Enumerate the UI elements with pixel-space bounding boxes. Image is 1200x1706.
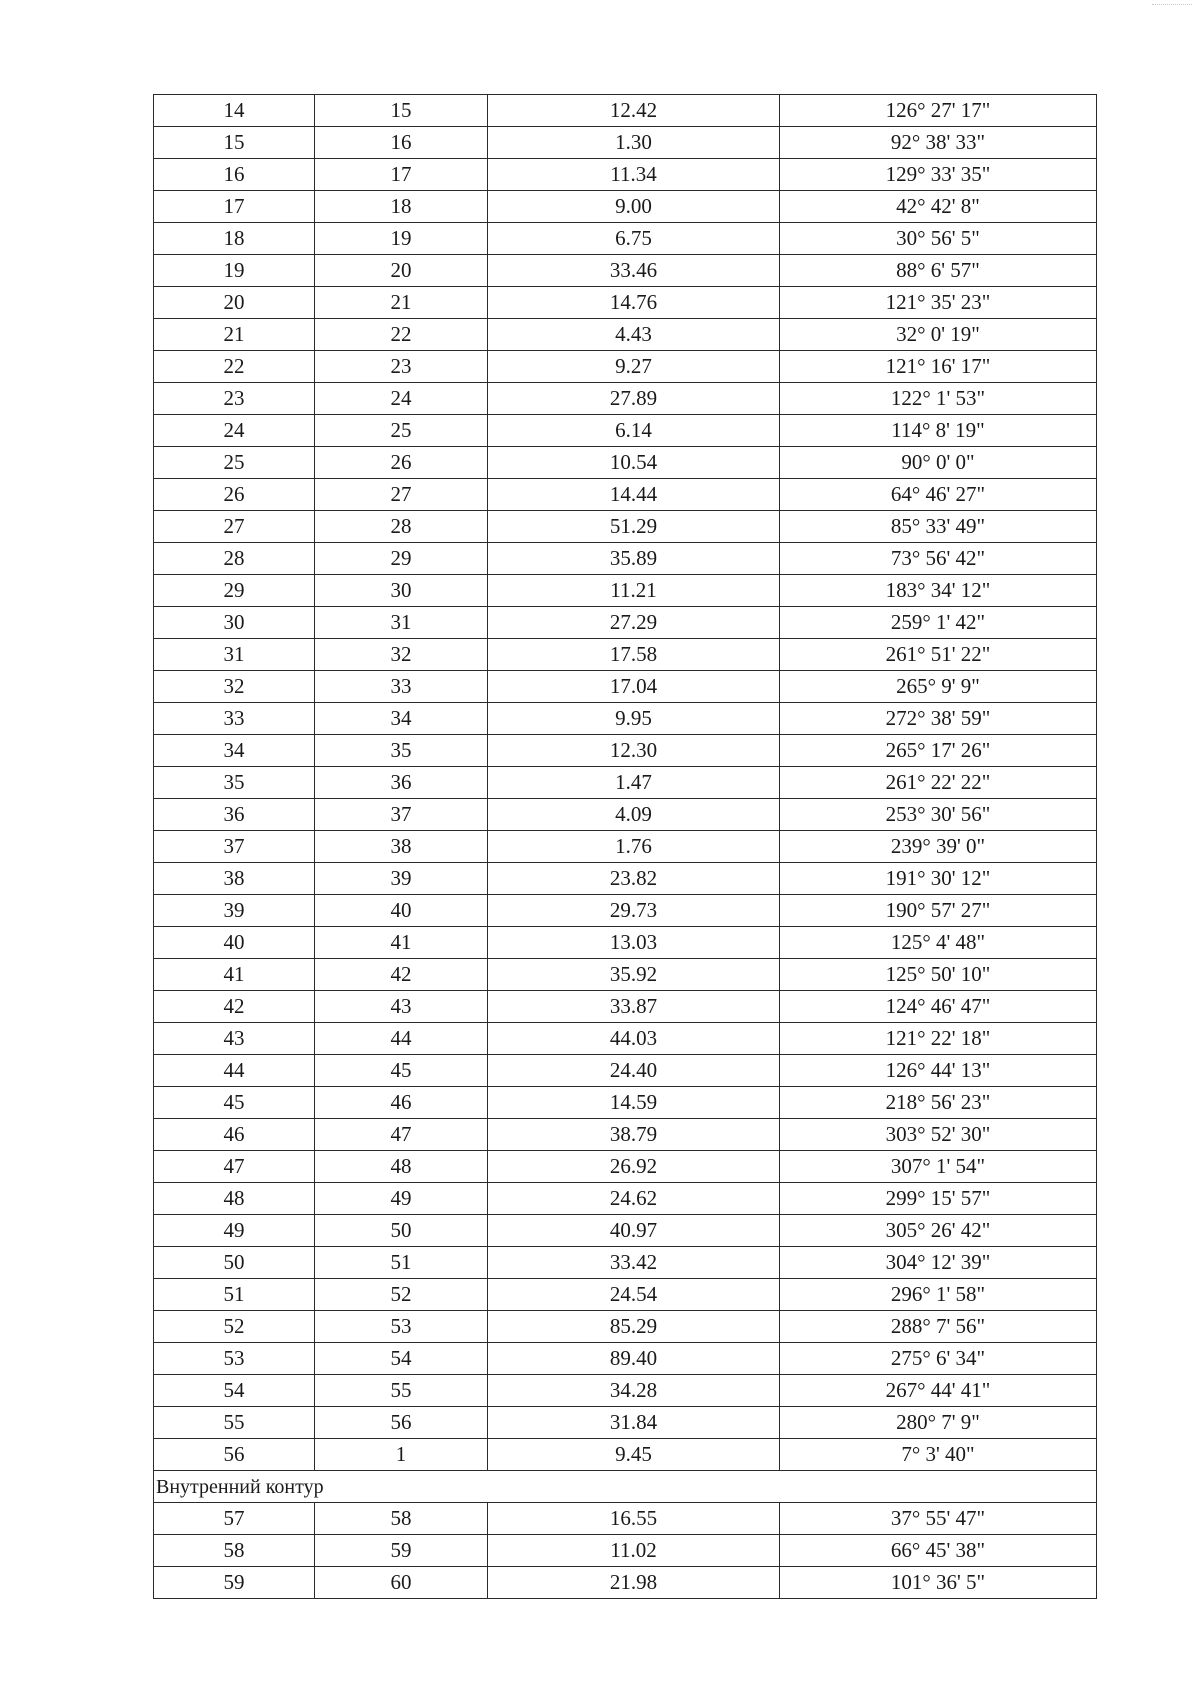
bearing-cell: 126° 44' 13" — [780, 1055, 1097, 1087]
bearing-cell: 114° 8' 19" — [780, 415, 1097, 447]
outer-contour-rows — [154, 95, 1097, 1471]
bearing-cell: 121° 35' 23" — [780, 287, 1097, 319]
table-row — [154, 1087, 1097, 1119]
point-to-cell: 52 — [315, 1279, 488, 1311]
point-from-cell: 14 — [154, 95, 315, 127]
distance-cell: 35.89 — [488, 543, 780, 575]
distance-cell: 13.03 — [488, 927, 780, 959]
point-from-cell: 25 — [154, 447, 315, 479]
point-from-cell: 53 — [154, 1343, 315, 1375]
point-to-cell: 29 — [315, 543, 488, 575]
distance-cell: 85.29 — [488, 1311, 780, 1343]
table-row — [154, 927, 1097, 959]
point-to-cell: 48 — [315, 1151, 488, 1183]
table-row — [154, 95, 1097, 127]
bearing-cell: 85° 33' 49" — [780, 511, 1097, 543]
distance-cell: 6.75 — [488, 223, 780, 255]
inner-contour-rows — [154, 1503, 1097, 1599]
point-from-cell: 27 — [154, 511, 315, 543]
distance-cell: 11.02 — [488, 1535, 780, 1567]
point-from-cell: 43 — [154, 1023, 315, 1055]
table-row — [154, 511, 1097, 543]
distance-cell: 10.54 — [488, 447, 780, 479]
distance-cell: 33.87 — [488, 991, 780, 1023]
point-to-cell: 39 — [315, 863, 488, 895]
distance-cell: 1.30 — [488, 127, 780, 159]
point-to-cell: 26 — [315, 447, 488, 479]
bearing-cell: 265° 17' 26" — [780, 735, 1097, 767]
point-to-cell: 37 — [315, 799, 488, 831]
point-from-cell: 44 — [154, 1055, 315, 1087]
table-row — [154, 1535, 1097, 1567]
table-row — [154, 415, 1097, 447]
distance-cell: 4.43 — [488, 319, 780, 351]
bearing-cell: 296° 1' 58" — [780, 1279, 1097, 1311]
table-row — [154, 191, 1097, 223]
bearing-cell: 261° 51' 22" — [780, 639, 1097, 671]
bearing-cell: 101° 36' 5" — [780, 1567, 1097, 1599]
table-row — [154, 639, 1097, 671]
table-row — [154, 159, 1097, 191]
point-to-cell: 41 — [315, 927, 488, 959]
point-to-cell: 50 — [315, 1215, 488, 1247]
table-row — [154, 1375, 1097, 1407]
bearing-cell: 129° 33' 35" — [780, 159, 1097, 191]
point-to-cell: 21 — [315, 287, 488, 319]
bearing-cell: 265° 9' 9" — [780, 671, 1097, 703]
point-to-cell: 17 — [315, 159, 488, 191]
distance-cell: 27.89 — [488, 383, 780, 415]
bearing-cell: 191° 30' 12" — [780, 863, 1097, 895]
point-to-cell: 28 — [315, 511, 488, 543]
point-from-cell: 30 — [154, 607, 315, 639]
table-row — [154, 1055, 1097, 1087]
bearing-cell: 73° 56' 42" — [780, 543, 1097, 575]
point-from-cell: 36 — [154, 799, 315, 831]
bearing-cell: 88° 6' 57" — [780, 255, 1097, 287]
point-to-cell: 16 — [315, 127, 488, 159]
point-from-cell: 26 — [154, 479, 315, 511]
bearing-cell: 303° 52' 30" — [780, 1119, 1097, 1151]
point-to-cell: 18 — [315, 191, 488, 223]
distance-cell: 14.44 — [488, 479, 780, 511]
point-from-cell: 24 — [154, 415, 315, 447]
distance-cell: 17.58 — [488, 639, 780, 671]
bearing-cell: 42° 42' 8" — [780, 191, 1097, 223]
point-to-cell: 40 — [315, 895, 488, 927]
bearing-cell: 126° 27' 17" — [780, 95, 1097, 127]
table-row — [154, 831, 1097, 863]
distance-cell: 11.34 — [488, 159, 780, 191]
bearing-cell: 64° 46' 27" — [780, 479, 1097, 511]
point-from-cell: 50 — [154, 1247, 315, 1279]
point-from-cell: 42 — [154, 991, 315, 1023]
table-row — [154, 1247, 1097, 1279]
table-row — [154, 959, 1097, 991]
bearing-cell: 7° 3' 40" — [780, 1439, 1097, 1471]
table-row — [154, 1215, 1097, 1247]
point-to-cell: 20 — [315, 255, 488, 287]
distance-cell: 31.84 — [488, 1407, 780, 1439]
table-row — [154, 607, 1097, 639]
bearing-cell: 32° 0' 19" — [780, 319, 1097, 351]
point-from-cell: 28 — [154, 543, 315, 575]
distance-cell: 24.40 — [488, 1055, 780, 1087]
point-from-cell: 39 — [154, 895, 315, 927]
table-row — [154, 1567, 1097, 1599]
bearing-cell: 275° 6' 34" — [780, 1343, 1097, 1375]
distance-cell: 9.95 — [488, 703, 780, 735]
point-to-cell: 24 — [315, 383, 488, 415]
bearing-cell: 304° 12' 39" — [780, 1247, 1097, 1279]
point-from-cell: 37 — [154, 831, 315, 863]
point-to-cell: 38 — [315, 831, 488, 863]
table-row — [154, 1439, 1097, 1471]
table-row — [154, 127, 1097, 159]
point-from-cell: 56 — [154, 1439, 315, 1471]
table-row — [154, 255, 1097, 287]
boundary-coordinates-table — [153, 94, 1097, 1599]
bearing-cell: 272° 38' 59" — [780, 703, 1097, 735]
point-to-cell: 32 — [315, 639, 488, 671]
table-row — [154, 863, 1097, 895]
distance-cell: 34.28 — [488, 1375, 780, 1407]
distance-cell: 11.21 — [488, 575, 780, 607]
point-from-cell: 29 — [154, 575, 315, 607]
point-to-cell: 56 — [315, 1407, 488, 1439]
point-to-cell: 43 — [315, 991, 488, 1023]
point-from-cell: 41 — [154, 959, 315, 991]
point-from-cell: 52 — [154, 1311, 315, 1343]
point-to-cell: 15 — [315, 95, 488, 127]
table-row — [154, 1311, 1097, 1343]
point-to-cell: 45 — [315, 1055, 488, 1087]
table-row — [154, 383, 1097, 415]
bearing-cell: 30° 56' 5" — [780, 223, 1097, 255]
point-to-cell: 47 — [315, 1119, 488, 1151]
point-to-cell: 36 — [315, 767, 488, 799]
bearing-cell: 37° 55' 47" — [780, 1503, 1097, 1535]
point-from-cell: 15 — [154, 127, 315, 159]
point-to-cell: 27 — [315, 479, 488, 511]
point-to-cell: 23 — [315, 351, 488, 383]
table-row — [154, 1407, 1097, 1439]
scan-mark — [1152, 4, 1192, 11]
bearing-cell: 124° 46' 47" — [780, 991, 1097, 1023]
distance-cell: 12.30 — [488, 735, 780, 767]
table-row — [154, 447, 1097, 479]
table-row — [154, 319, 1097, 351]
point-to-cell: 58 — [315, 1503, 488, 1535]
point-from-cell: 45 — [154, 1087, 315, 1119]
point-from-cell: 58 — [154, 1535, 315, 1567]
distance-cell: 27.29 — [488, 607, 780, 639]
distance-cell: 12.42 — [488, 95, 780, 127]
point-to-cell: 46 — [315, 1087, 488, 1119]
point-from-cell: 38 — [154, 863, 315, 895]
distance-cell: 9.00 — [488, 191, 780, 223]
point-from-cell: 22 — [154, 351, 315, 383]
point-to-cell: 60 — [315, 1567, 488, 1599]
table-row — [154, 1023, 1097, 1055]
bearing-cell: 125° 50' 10" — [780, 959, 1097, 991]
table-row — [154, 1279, 1097, 1311]
distance-cell: 51.29 — [488, 511, 780, 543]
point-from-cell: 49 — [154, 1215, 315, 1247]
distance-cell: 29.73 — [488, 895, 780, 927]
point-to-cell: 30 — [315, 575, 488, 607]
point-from-cell: 55 — [154, 1407, 315, 1439]
table-row — [154, 1183, 1097, 1215]
bearing-cell: 259° 1' 42" — [780, 607, 1097, 639]
point-from-cell: 51 — [154, 1279, 315, 1311]
point-to-cell: 54 — [315, 1343, 488, 1375]
table-row — [154, 287, 1097, 319]
point-to-cell: 44 — [315, 1023, 488, 1055]
table-row — [154, 1343, 1097, 1375]
bearing-cell: 239° 39' 0" — [780, 831, 1097, 863]
point-to-cell: 31 — [315, 607, 488, 639]
table-row — [154, 703, 1097, 735]
bearing-cell: 218° 56' 23" — [780, 1087, 1097, 1119]
bearing-cell: 190° 57' 27" — [780, 895, 1097, 927]
table-row — [154, 895, 1097, 927]
point-to-cell: 25 — [315, 415, 488, 447]
table-row — [154, 799, 1097, 831]
point-from-cell: 47 — [154, 1151, 315, 1183]
distance-cell: 14.76 — [488, 287, 780, 319]
bearing-cell: 92° 38' 33" — [780, 127, 1097, 159]
distance-cell: 14.59 — [488, 1087, 780, 1119]
table-row — [154, 735, 1097, 767]
distance-cell: 4.09 — [488, 799, 780, 831]
bearing-cell: 122° 1' 53" — [780, 383, 1097, 415]
distance-cell: 16.55 — [488, 1503, 780, 1535]
point-from-cell: 54 — [154, 1375, 315, 1407]
distance-cell: 44.03 — [488, 1023, 780, 1055]
point-from-cell: 32 — [154, 671, 315, 703]
point-from-cell: 17 — [154, 191, 315, 223]
table-row — [154, 1503, 1097, 1535]
point-from-cell: 40 — [154, 927, 315, 959]
inner-contour-header — [154, 1471, 1097, 1503]
distance-cell: 6.14 — [488, 415, 780, 447]
bearing-cell: 90° 0' 0" — [780, 447, 1097, 479]
table-row — [154, 991, 1097, 1023]
point-to-cell: 42 — [315, 959, 488, 991]
point-from-cell: 35 — [154, 767, 315, 799]
point-from-cell: 31 — [154, 639, 315, 671]
table-row — [154, 1151, 1097, 1183]
distance-cell: 24.62 — [488, 1183, 780, 1215]
point-from-cell: 19 — [154, 255, 315, 287]
point-to-cell: 59 — [315, 1535, 488, 1567]
point-from-cell: 23 — [154, 383, 315, 415]
distance-cell: 17.04 — [488, 671, 780, 703]
bearing-cell: 267° 44' 41" — [780, 1375, 1097, 1407]
distance-cell: 38.79 — [488, 1119, 780, 1151]
distance-cell: 40.97 — [488, 1215, 780, 1247]
distance-cell: 9.45 — [488, 1439, 780, 1471]
table-row — [154, 767, 1097, 799]
point-to-cell: 51 — [315, 1247, 488, 1279]
bearing-cell: 121° 16' 17" — [780, 351, 1097, 383]
distance-cell: 24.54 — [488, 1279, 780, 1311]
point-from-cell: 33 — [154, 703, 315, 735]
point-from-cell: 59 — [154, 1567, 315, 1599]
point-to-cell: 19 — [315, 223, 488, 255]
distance-cell: 26.92 — [488, 1151, 780, 1183]
point-from-cell: 46 — [154, 1119, 315, 1151]
bearing-cell: 305° 26' 42" — [780, 1215, 1097, 1247]
point-from-cell: 21 — [154, 319, 315, 351]
bearing-cell: 125° 4' 48" — [780, 927, 1097, 959]
point-to-cell: 55 — [315, 1375, 488, 1407]
bearing-cell: 261° 22' 22" — [780, 767, 1097, 799]
point-to-cell: 35 — [315, 735, 488, 767]
point-from-cell: 48 — [154, 1183, 315, 1215]
point-to-cell: 22 — [315, 319, 488, 351]
point-from-cell: 57 — [154, 1503, 315, 1535]
distance-cell: 1.76 — [488, 831, 780, 863]
table-row — [154, 671, 1097, 703]
point-to-cell: 53 — [315, 1311, 488, 1343]
point-to-cell: 34 — [315, 703, 488, 735]
bearing-cell: 299° 15' 57" — [780, 1183, 1097, 1215]
distance-cell: 9.27 — [488, 351, 780, 383]
table-row — [154, 575, 1097, 607]
point-from-cell: 34 — [154, 735, 315, 767]
point-from-cell: 18 — [154, 223, 315, 255]
point-to-cell: 49 — [315, 1183, 488, 1215]
distance-cell: 89.40 — [488, 1343, 780, 1375]
distance-cell: 21.98 — [488, 1567, 780, 1599]
bearing-cell: 183° 34' 12" — [780, 575, 1097, 607]
point-from-cell: 20 — [154, 287, 315, 319]
table-row — [154, 1119, 1097, 1151]
distance-cell: 35.92 — [488, 959, 780, 991]
distance-cell: 1.47 — [488, 767, 780, 799]
bearing-cell: 253° 30' 56" — [780, 799, 1097, 831]
distance-cell: 23.82 — [488, 863, 780, 895]
point-to-cell: 33 — [315, 671, 488, 703]
point-to-cell: 1 — [315, 1439, 488, 1471]
table-row — [154, 543, 1097, 575]
bearing-cell: 288° 7' 56" — [780, 1311, 1097, 1343]
table-row — [154, 351, 1097, 383]
table-row — [154, 223, 1097, 255]
bearing-cell: 121° 22' 18" — [780, 1023, 1097, 1055]
distance-cell: 33.46 — [488, 255, 780, 287]
point-from-cell: 16 — [154, 159, 315, 191]
section-label: Внутренний контур — [154, 1471, 1097, 1503]
table-row — [154, 479, 1097, 511]
bearing-cell: 280° 7' 9" — [780, 1407, 1097, 1439]
section-row — [154, 1471, 1097, 1503]
bearing-cell: 66° 45' 38" — [780, 1535, 1097, 1567]
distance-cell: 33.42 — [488, 1247, 780, 1279]
bearing-cell: 307° 1' 54" — [780, 1151, 1097, 1183]
